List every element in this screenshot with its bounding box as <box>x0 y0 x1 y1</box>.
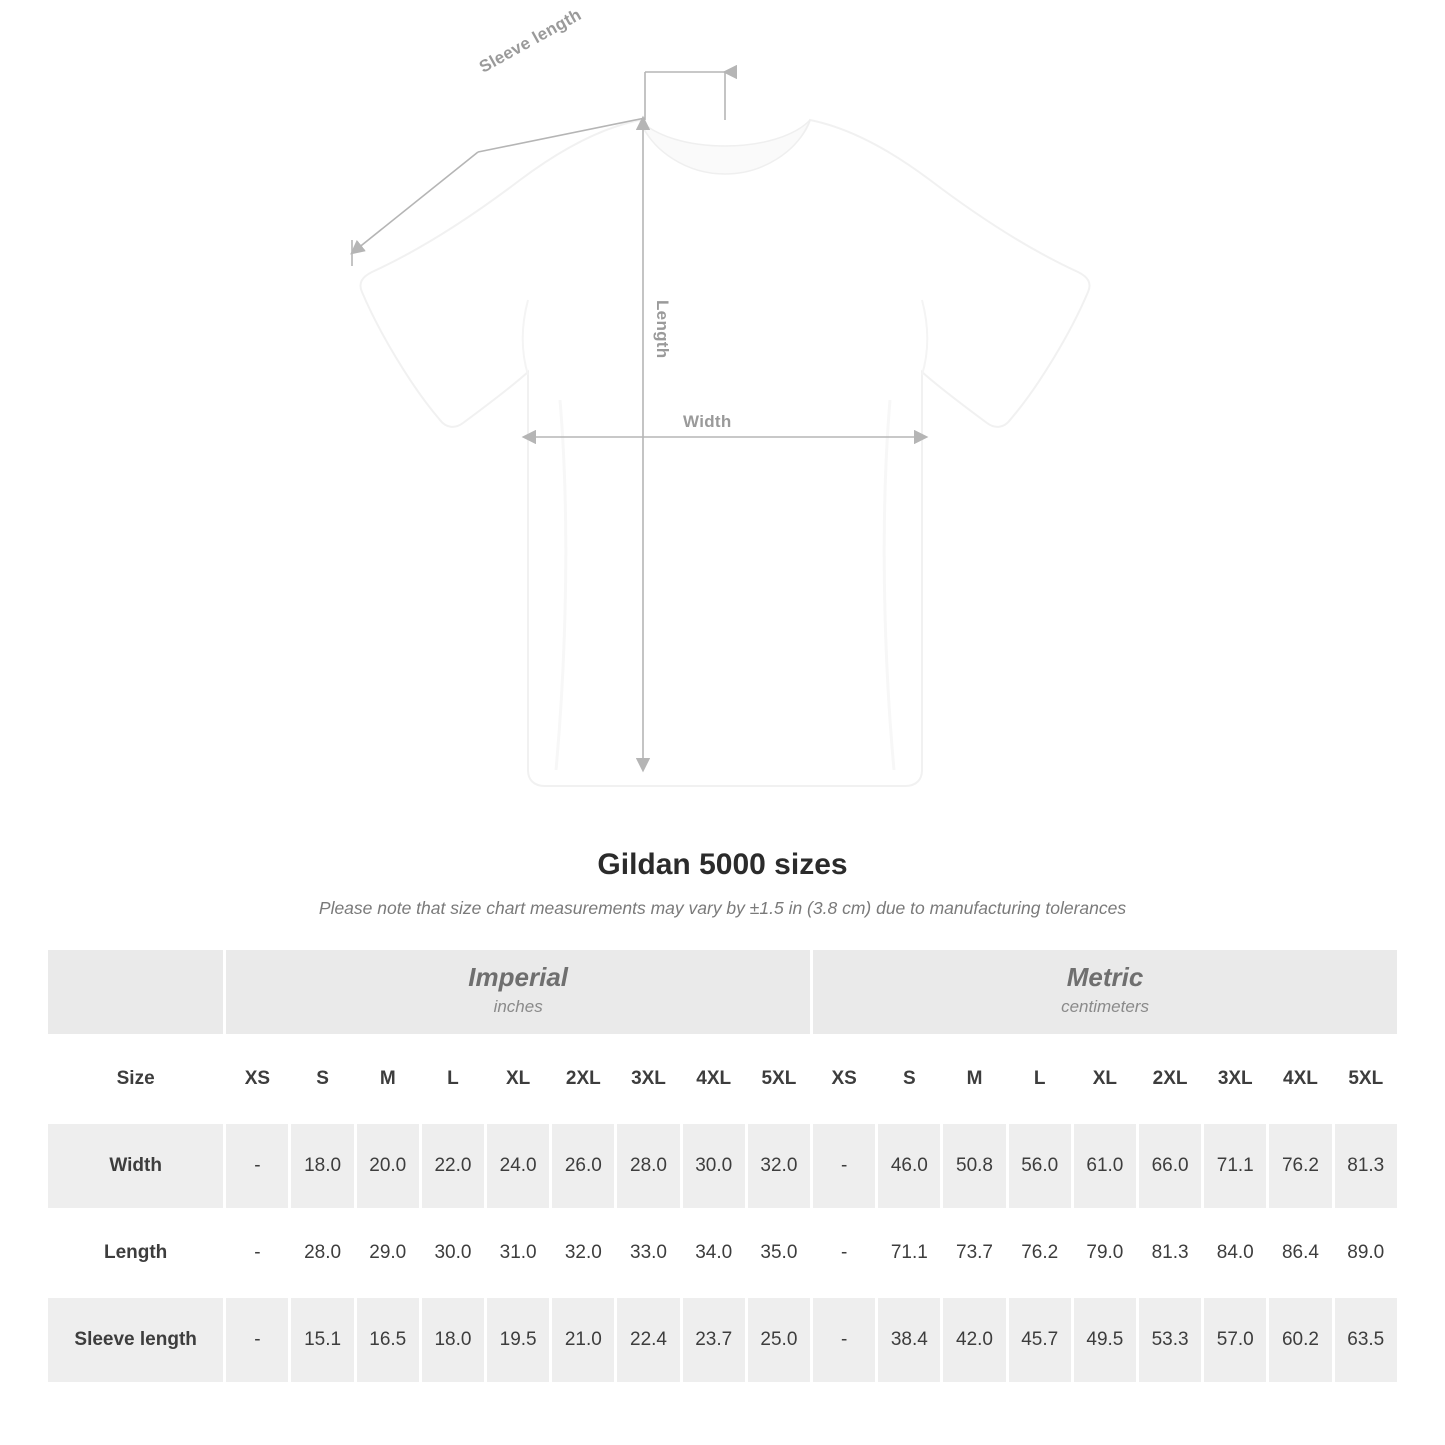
size-header-imperial-m: M <box>355 1036 420 1123</box>
table-row <box>47 1297 1399 1384</box>
sleeve-imperial-xs: - <box>225 1297 290 1384</box>
size-header-imperial-xs: XS <box>225 1036 290 1123</box>
size-header-imperial-xl: XL <box>486 1036 551 1123</box>
width-imperial-4xl: 30.0 <box>681 1123 746 1210</box>
width-imperial-xl: 24.0 <box>486 1123 551 1210</box>
width-metric-xs: - <box>812 1123 877 1210</box>
unit-name-metric: Metric <box>1066 962 1144 993</box>
unit-sub-metric: centimeters <box>1061 997 1149 1017</box>
width-imperial-2xl: 26.0 <box>551 1123 616 1210</box>
size-header-metric-2xl: 2XL <box>1137 1036 1202 1123</box>
width-imperial-s: 18.0 <box>290 1123 355 1210</box>
width-metric-5xl: 81.3 <box>1333 1123 1398 1210</box>
length-metric-m: 73.7 <box>942 1210 1007 1297</box>
length-metric-2xl: 81.3 <box>1137 1210 1202 1297</box>
length-metric-5xl: 89.0 <box>1333 1210 1398 1297</box>
sleeve-metric-l: 45.7 <box>1007 1297 1072 1384</box>
sleeve-metric-2xl: 53.3 <box>1137 1297 1202 1384</box>
sleeve-metric-s: 38.4 <box>877 1297 942 1384</box>
size-header-imperial-s: S <box>290 1036 355 1123</box>
size-header-row <box>47 1036 1399 1123</box>
size-header-metric-m: M <box>942 1036 1007 1123</box>
width-metric-m: 50.8 <box>942 1123 1007 1210</box>
length-imperial-2xl: 32.0 <box>551 1210 616 1297</box>
width-imperial-m: 20.0 <box>355 1123 420 1210</box>
sleeve-imperial-m: 16.5 <box>355 1297 420 1384</box>
unit-header-metric <box>812 949 1399 1036</box>
sleeve-metric-3xl: 57.0 <box>1203 1297 1268 1384</box>
length-imperial-3xl: 33.0 <box>616 1210 681 1297</box>
length-imperial-xl: 31.0 <box>486 1210 551 1297</box>
length-label: Length <box>653 300 672 359</box>
size-header-metric-4xl: 4XL <box>1268 1036 1333 1123</box>
unit-sub-imperial: inches <box>493 997 543 1017</box>
width-metric-3xl: 71.1 <box>1203 1123 1268 1210</box>
sleeve-metric-5xl: 63.5 <box>1333 1297 1398 1384</box>
length-metric-xl: 79.0 <box>1072 1210 1137 1297</box>
width-metric-4xl: 76.2 <box>1268 1123 1333 1210</box>
length-metric-l: 76.2 <box>1007 1210 1072 1297</box>
table-row <box>47 1123 1399 1210</box>
length-imperial-4xl: 34.0 <box>681 1210 746 1297</box>
size-header-metric-s: S <box>877 1036 942 1123</box>
sleeve-metric-m: 42.0 <box>942 1297 1007 1384</box>
table-row <box>47 1210 1399 1297</box>
page-title: Gildan 5000 sizes <box>597 848 848 881</box>
width-metric-s: 46.0 <box>877 1123 942 1210</box>
width-metric-2xl: 66.0 <box>1137 1123 1202 1210</box>
length-imperial-m: 29.0 <box>355 1210 420 1297</box>
length-metric-4xl: 86.4 <box>1268 1210 1333 1297</box>
sleeve-imperial-5xl: 25.0 <box>746 1297 811 1384</box>
sleeve-metric-xl: 49.5 <box>1072 1297 1137 1384</box>
unit-name-imperial: Imperial <box>468 962 569 993</box>
length-metric-xs: - <box>812 1210 877 1297</box>
length-imperial-5xl: 35.0 <box>746 1210 811 1297</box>
size-header-imperial-5xl: 5XL <box>746 1036 811 1123</box>
sleeve-length-label: Sleeve length <box>476 4 585 77</box>
size-header-label: Size <box>47 1036 225 1123</box>
width-label: Width <box>683 412 732 431</box>
title-block <box>0 848 1445 919</box>
width-metric-xl: 61.0 <box>1072 1123 1137 1210</box>
sleeve-imperial-l: 18.0 <box>420 1297 485 1384</box>
length-metric-3xl: 84.0 <box>1203 1210 1268 1297</box>
tshirt-shape <box>360 120 1089 786</box>
unit-header-row <box>47 949 1399 1036</box>
sleeve-metric-xs: - <box>812 1297 877 1384</box>
size-header-metric-l: L <box>1007 1036 1072 1123</box>
sleeve-imperial-s: 15.1 <box>290 1297 355 1384</box>
size-header-imperial-l: L <box>420 1036 485 1123</box>
sleeve-metric-4xl: 60.2 <box>1268 1297 1333 1384</box>
row-label-length: Length <box>47 1210 225 1297</box>
size-header-metric-xs: XS <box>812 1036 877 1123</box>
width-imperial-5xl: 32.0 <box>746 1123 811 1210</box>
sleeve-imperial-2xl: 21.0 <box>551 1297 616 1384</box>
size-header-imperial-2xl: 2XL <box>551 1036 616 1123</box>
length-imperial-l: 30.0 <box>420 1210 485 1297</box>
unit-header-spacer <box>47 949 225 1036</box>
size-header-metric-5xl: 5XL <box>1333 1036 1398 1123</box>
width-imperial-l: 22.0 <box>420 1123 485 1210</box>
width-imperial-xs: - <box>225 1123 290 1210</box>
row-label-width: Width <box>47 1123 225 1210</box>
size-header-metric-xl: XL <box>1072 1036 1137 1123</box>
size-header-metric-3xl: 3XL <box>1203 1036 1268 1123</box>
row-label-sleeve-length: Sleeve length <box>47 1297 225 1384</box>
width-metric-l: 56.0 <box>1007 1123 1072 1210</box>
length-imperial-s: 28.0 <box>290 1210 355 1297</box>
size-table-wrapper <box>45 947 1400 1385</box>
unit-header-imperial <box>225 949 812 1036</box>
length-imperial-xs: - <box>225 1210 290 1297</box>
tolerance-note: Please note that size chart measurements may vary by ±1.5 in (3.8 cm) due to manufacturing tolerances <box>318 898 1127 918</box>
sleeve-imperial-xl: 19.5 <box>486 1297 551 1384</box>
size-table <box>45 947 1400 1385</box>
size-header-imperial-4xl: 4XL <box>681 1036 746 1123</box>
size-header-imperial-3xl: 3XL <box>616 1036 681 1123</box>
sleeve-imperial-3xl: 22.4 <box>616 1297 681 1384</box>
length-metric-s: 71.1 <box>877 1210 942 1297</box>
sleeve-imperial-4xl: 23.7 <box>681 1297 746 1384</box>
width-imperial-3xl: 28.0 <box>616 1123 681 1210</box>
